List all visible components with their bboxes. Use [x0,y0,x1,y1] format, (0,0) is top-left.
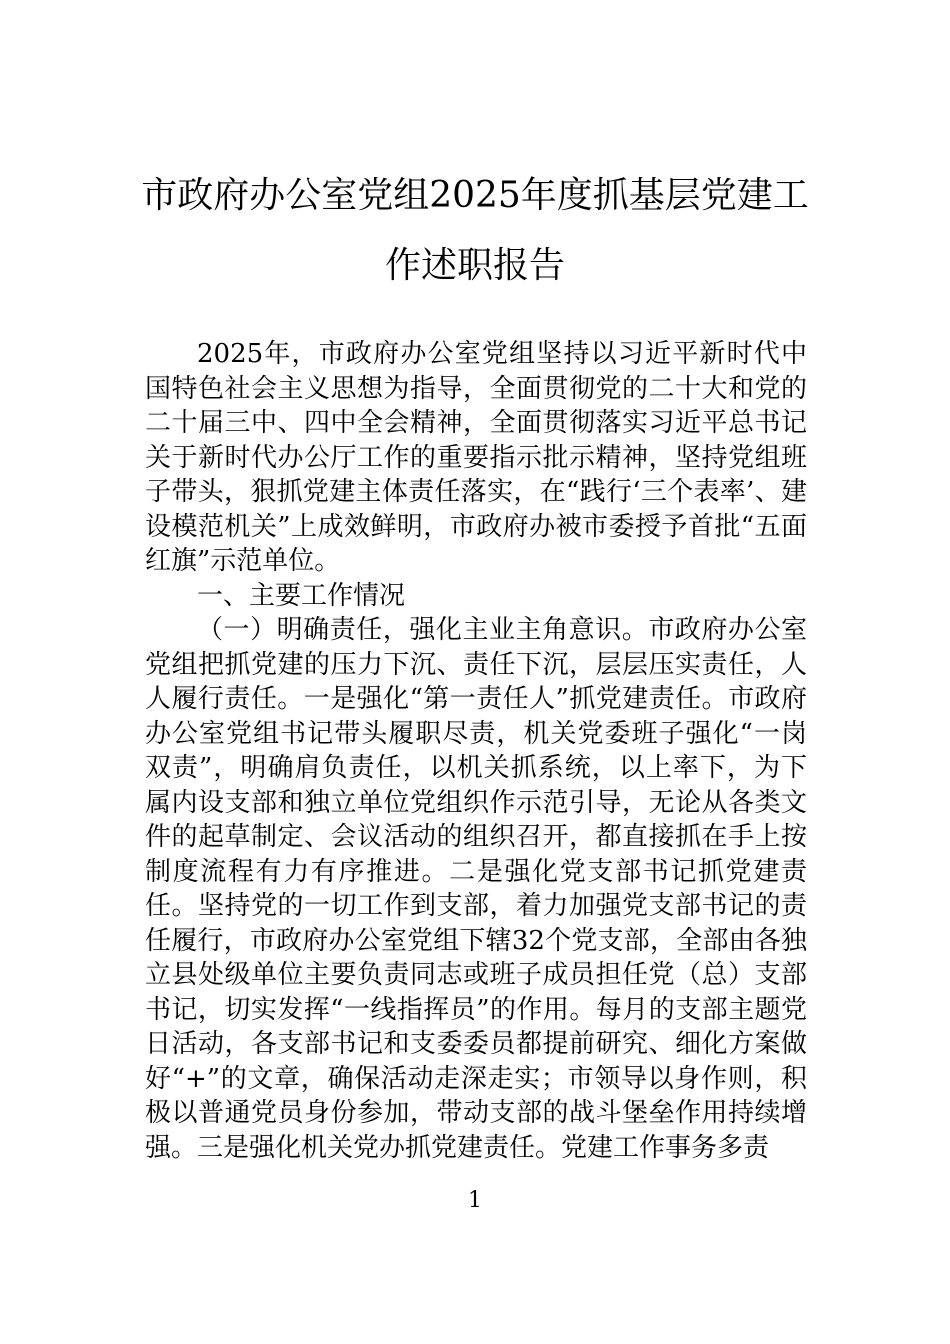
intro-paragraph: 2025年，市政府办公室党组坚持以习近平新时代中国特色社会主义思想为指导，全面贯彻党的二十大和党的二十届三中、四中全会精神，全面贯彻落实习近平总书记关于新时代办公厅工作的重要指示批示精神，坚持党组班子带头，狠抓党建主体责任落实，在“践行‘三个表率’、建设模范机关”上成效鲜明，市政府办被市委授予首批“五面红旗”示范单位。 [145,339,807,576]
section-heading: 一、主要工作情况 [197,580,406,611]
page-number: 1 [468,1188,482,1213]
body-paragraph: （一）明确责任，强化主业主角意识。市政府办公室党组把抓党建的压力下沉、责任下沉，层层压实责任，人人履行责任。一是强化“第一责任人”抓党建责任。市政府办公室党组书记带头履职尽责，机关党委班子强化“一岗双责”，明确肩负责任，以机关抓系统，以上率下，为下属内设支部和独立单位党组织作示范引导，无论从各类文件的起草制定、会议活动的组织召开，都直接抓在手上按制度流程有力有序推进。二是强化党支部书记抓党建责任。坚持党的一切工作到支部，着力加强党支部书记的责任履行，市政府办公室党组下辖32个党支部，全部由各独立县处级单位主要负责同志或班子成员担任党（总）支部书记，切实发挥“一线指挥员”的作用。每月的支部主题党日活动，各支部书记和支委委员都提前研究、细化方案做好“+”的文章，确保活动走深走实；市领导以身作则，积极以普通党员身份参加，带动支部的战斗堡垒作用持续增强。三是强化机关党办抓党建责任。党建工作事务多责 [145,615,807,1163]
document-title-line-1: 市政府办公室党组2025年度抓基层党建工 [141,175,809,216]
document-title-line-2: 作述职报告 [384,245,565,286]
document-body [145,337,807,1165]
